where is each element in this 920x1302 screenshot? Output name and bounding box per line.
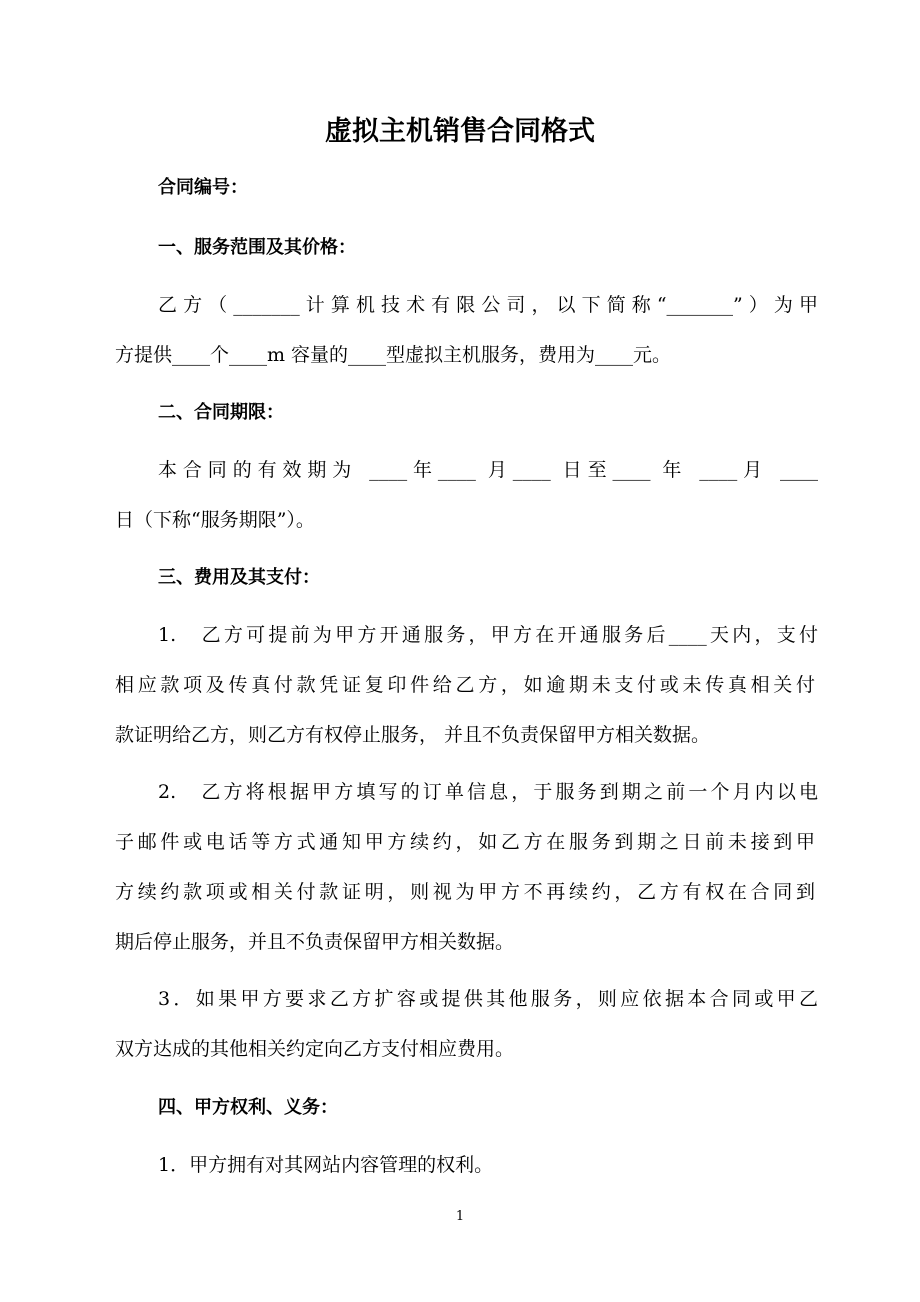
section4-heading: 四、甲方权利、义务： [158,1097,338,1118]
page-number: 1 [455,1209,465,1224]
section2-line: 本合同的有效期为 ____年____ 月____ 日至____ 年 ____月 ____ [158,459,818,481]
section1-line: 乙方（_______计算机技术有限公司，以下简称“_______”）为甲 [158,294,818,316]
section2-heading: 二、合同期限： [158,402,284,423]
document-title: 虚拟主机销售合同格式 [325,116,595,147]
section3-item2-line: 子邮件或电话等方式通知甲方续约，如乙方在服务到期之日前未接到甲 [115,831,815,853]
section4-item1: 1．甲方拥有对其网站内容管理的权利。 [158,1154,494,1176]
section3-item2-line: 2. 乙方将根据甲方填写的订单信息，于服务到期之前一个月内以电 [158,781,818,803]
section1-heading: 一、服务范围及其价格： [158,237,356,258]
section3-item1-line: 1. 乙方可提前为甲方开通服务，甲方在开通服务后____天内，支付 [158,624,818,646]
section3-item1-line: 款证明给乙方，则乙方有权停止服务， 并且不负责保留甲方相关数据。 [115,724,711,746]
section2-line: 日（下称“服务期限”）。 [115,509,315,531]
section3-item1-line: 相应款项及传真付款凭证复印件给乙方，如逾期未支付或未传真相关付 [115,674,815,696]
contract-number-label: 合同编号： [158,177,248,198]
section3-item3-line: 双方达成的其他相关约定向乙方支付相应费用。 [115,1038,515,1060]
section3-heading: 三、费用及其支付： [158,567,320,588]
section3-item3-line: 3．如果甲方要求乙方扩容或提供其他服务，则应依据本合同或甲乙 [158,988,818,1010]
section3-item2-line: 方续约款项或相关付款证明，则视为甲方不再续约，乙方有权在合同到 [115,881,815,903]
section1-line: 方提供____个____m 容量的____型虚拟主机服务，费用为____元。 [115,344,672,366]
section3-item2-line: 期后停止服务，并且不负责保留甲方相关数据。 [115,931,515,953]
